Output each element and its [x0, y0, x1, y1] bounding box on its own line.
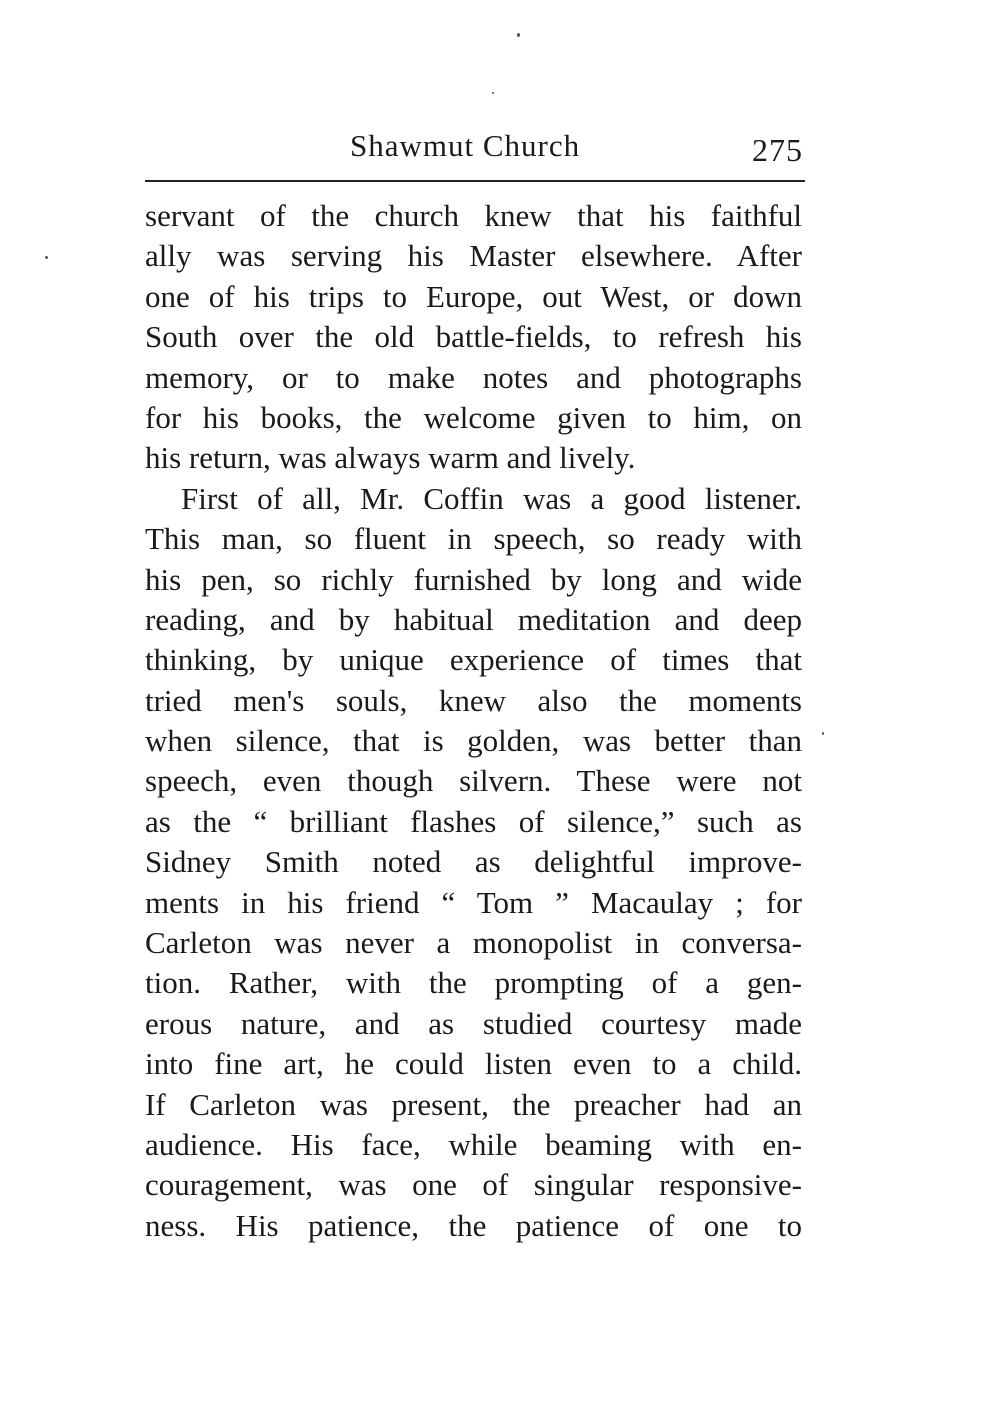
- text-line: as the “ brilliant flashes of silence,” such as: [145, 803, 802, 839]
- text-line: tion. Rather, with the prompting of a gen-: [145, 965, 802, 1001]
- page-number: 275: [752, 132, 803, 168]
- text-line: First of all, Mr. Coffin was a good listener.: [181, 480, 802, 516]
- text-line: when silence, that is golden, was better than: [145, 723, 802, 759]
- text-line: speech, even though silvern. These were not: [145, 763, 802, 799]
- body-text: [145, 196, 802, 1246]
- text-line: South over the old battle-fields, to refresh his: [145, 319, 802, 355]
- scan-speck: [517, 33, 520, 37]
- text-line: erous nature, and as studied courtesy made: [145, 1005, 802, 1041]
- text-line: audience. His face, while beaming with en-: [145, 1126, 802, 1162]
- text-line: This man, so fluent in speech, so ready with: [145, 521, 802, 557]
- text-line: If Carleton was present, the preacher had an: [145, 1086, 802, 1122]
- text-line: his pen, so richly furnished by long and wide: [145, 561, 802, 597]
- text-line: one of his trips to Europe, out West, or down: [145, 278, 802, 314]
- text-line: thinking, by unique experience of times that: [145, 642, 802, 678]
- text-line: memory, or to make notes and photographs: [145, 359, 802, 395]
- running-head: Shawmut Church: [350, 128, 581, 163]
- text-line: servant of the church knew that his faithful: [145, 198, 802, 233]
- text-line: ness. His patience, the patience of one to: [145, 1207, 802, 1243]
- text-line: ally was serving his Master elsewhere. After: [145, 238, 802, 274]
- text-line: his return, was always warm and lively.: [145, 440, 636, 476]
- text-line: tried men's souls, knew also the moments: [145, 682, 802, 718]
- text-line: Sidney Smith noted as delightful improve-: [145, 844, 802, 880]
- text-line: reading, and by habitual meditation and deep: [145, 601, 802, 637]
- header-rule: [145, 180, 805, 182]
- text-line: couragement, was one of singular responsive-: [145, 1167, 802, 1203]
- scan-speck: [492, 92, 494, 94]
- scan-speck: [822, 732, 824, 735]
- text-line: into fine art, he could listen even to a child.: [145, 1046, 802, 1082]
- text-line: Carleton was never a monopolist in conversa-: [145, 925, 802, 961]
- text-line: for his books, the welcome given to him, on: [145, 399, 802, 435]
- text-line: ments in his friend “ Tom ” Macaulay ; for: [145, 884, 802, 920]
- scan-speck: [45, 256, 48, 259]
- page-header: [145, 126, 805, 176]
